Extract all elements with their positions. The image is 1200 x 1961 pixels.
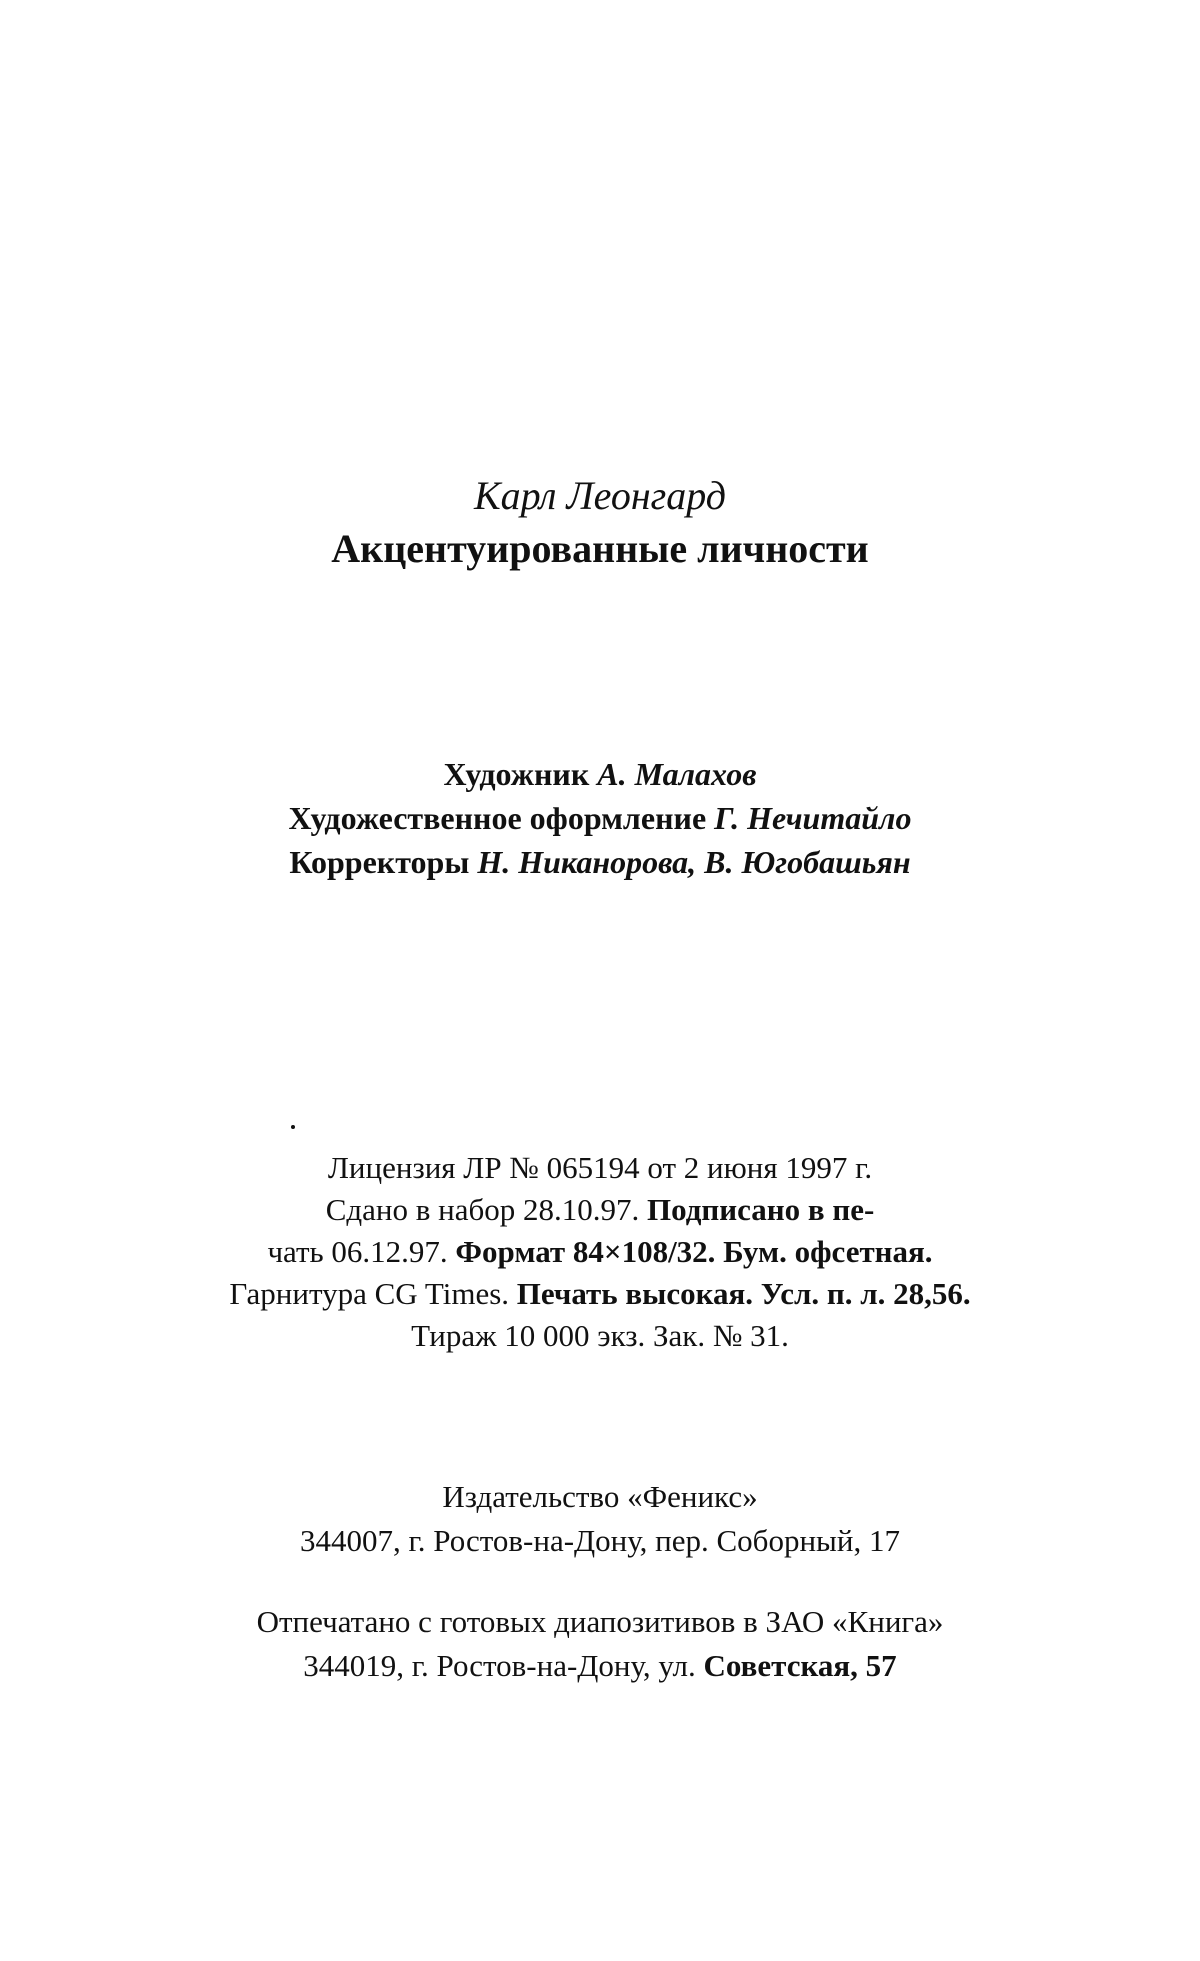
imprint-text-bold: Подписано в пе- <box>647 1192 875 1227</box>
imprint-line-2 <box>0 1189 1200 1231</box>
credit-proofreaders <box>0 840 1200 884</box>
credit-artist <box>0 752 1200 796</box>
license-line: Лицензия ЛР № 065194 от 2 июня 1997 г. <box>327 1150 873 1185</box>
credits-block <box>0 752 1200 884</box>
printer-block <box>0 1600 1200 1688</box>
book-title: Акцентуированные личности <box>331 526 869 571</box>
credit-role: Художественное оформление <box>288 800 707 836</box>
author-name: Карл Леонгард <box>474 473 726 518</box>
imprint-text: чать 06.12.97. <box>267 1234 448 1269</box>
publisher-name: Издательство «Феникс» <box>442 1479 758 1514</box>
publisher-block <box>0 1475 1200 1563</box>
printer-address-text: 344019, г. Ростов-на-Дону, ул. <box>303 1648 696 1683</box>
credit-role: Корректоры <box>289 844 470 880</box>
credit-name: Г. Нечитайло <box>714 800 912 836</box>
imprint-text: Гарнитура CG Times. <box>229 1276 510 1311</box>
printer-address <box>0 1644 1200 1688</box>
title-block <box>0 470 1200 576</box>
imprint-line-3 <box>0 1231 1200 1273</box>
imprint-line-5: Тираж 10 000 экз. Зак. № 31. <box>411 1318 789 1353</box>
publisher-address: 344007, г. Ростов-на-Дону, пер. Соборный, 17 <box>300 1523 900 1558</box>
imprint-text-bold: Формат 84×108/32. Бум. офсетная. <box>455 1234 933 1269</box>
imprint-text: Сдано в набор 28.10.97. <box>325 1192 640 1227</box>
print-speck <box>291 1125 295 1129</box>
credit-role: Художник <box>443 756 590 792</box>
printer-address-bold: Советская, 57 <box>703 1648 897 1683</box>
printer-name: Отпечатано с готовых диапозитивов в ЗАО «Книга» <box>256 1604 944 1639</box>
imprint-line-4 <box>0 1273 1200 1315</box>
imprint-block <box>0 1147 1200 1357</box>
credit-name: А. Малахов <box>597 756 757 792</box>
imprint-text-bold: Печать высокая. Усл. п. л. 28,56. <box>516 1276 971 1311</box>
credit-name: Н. Никанорова, В. Югобашьян <box>477 844 911 880</box>
credit-design <box>0 796 1200 840</box>
